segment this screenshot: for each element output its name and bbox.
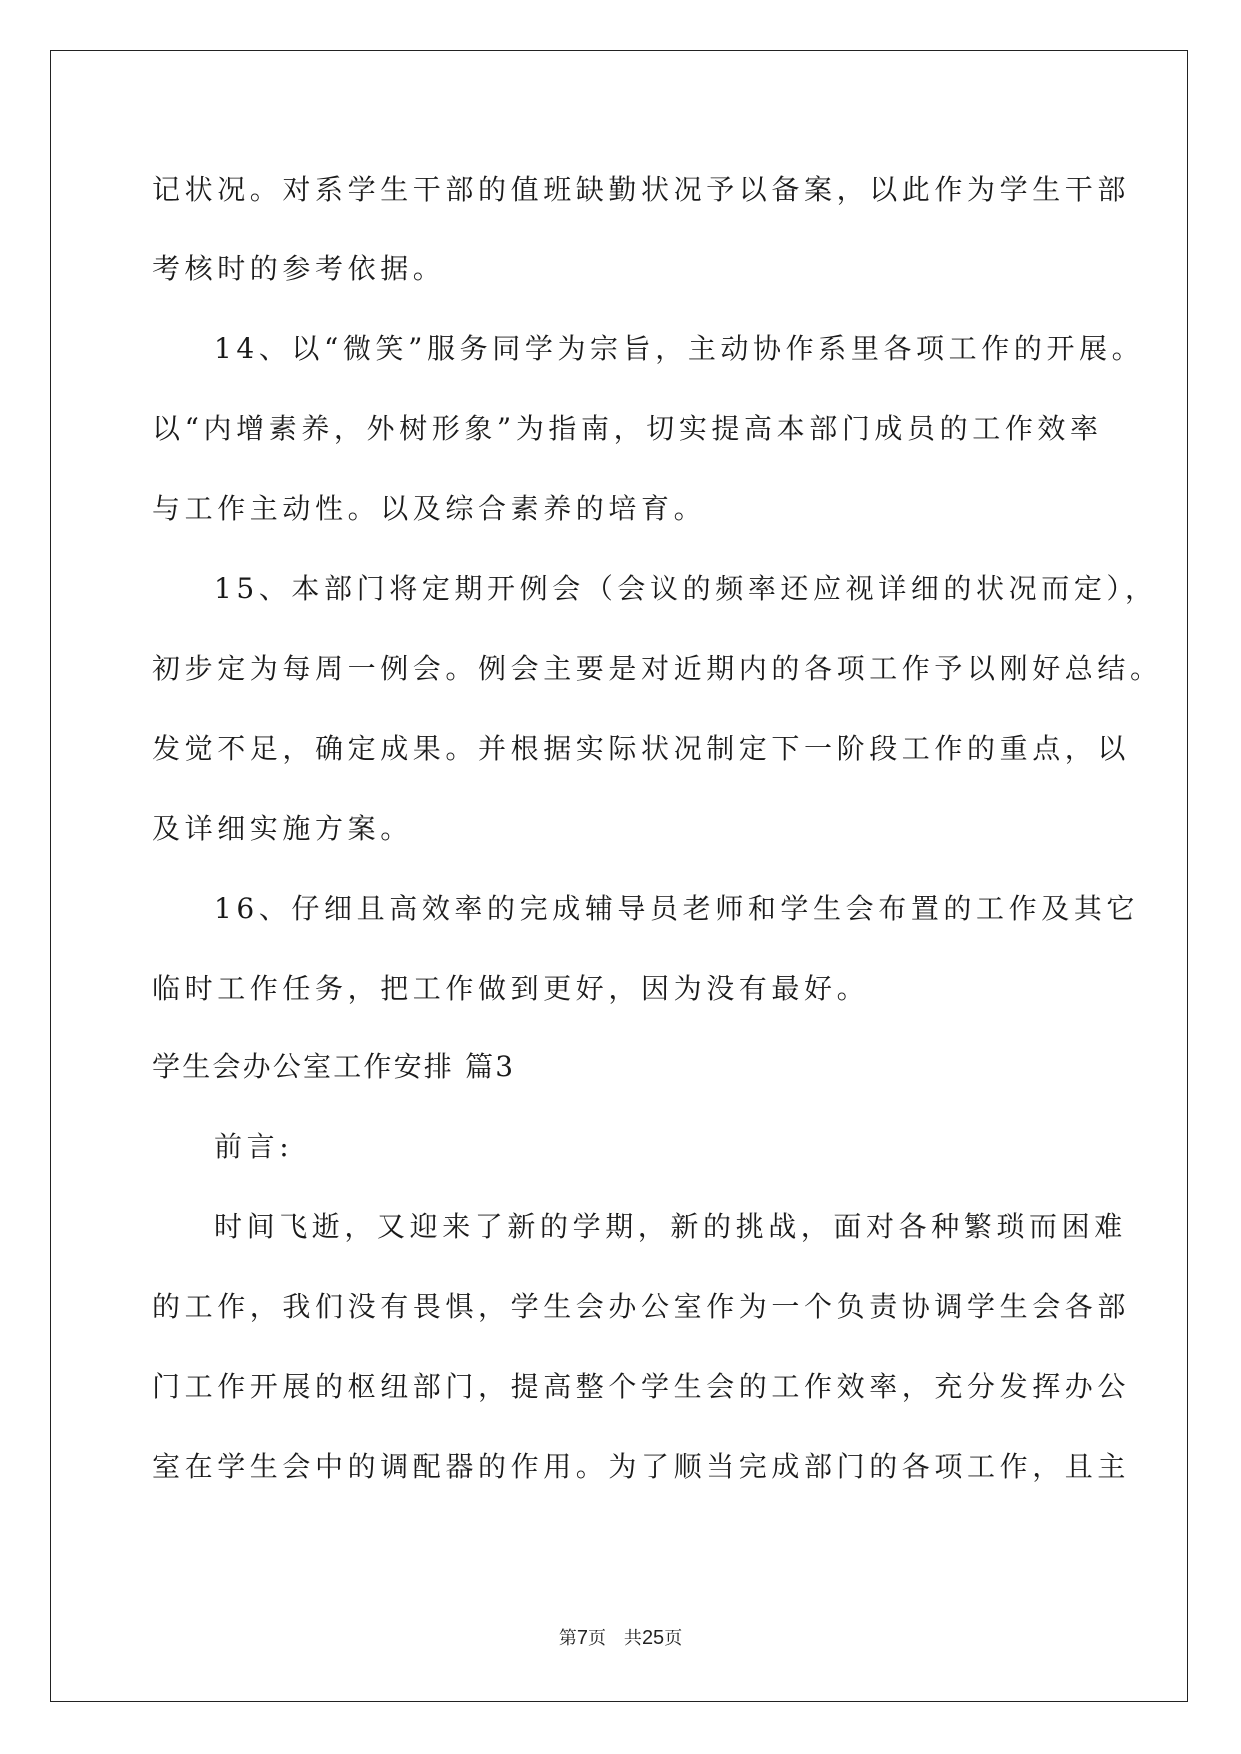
footer-prefix: 第 [558, 1628, 577, 1649]
text-line: 以“内增素养，外树形象”为指南，切实提高本部门成员的工作效率 [152, 412, 1103, 445]
total-page-count: 25 [641, 1627, 665, 1649]
footer-mid: 页 共 [587, 1628, 642, 1649]
text-line: 及详细实施方案。 [152, 812, 413, 845]
text-line: 发觉不足，确定成果。并根据实际状况制定下一阶段工作的重点，以 [152, 732, 1131, 765]
text-line: 初步定为每周一例会。例会主要是对近期内的各项工作予以刚好总结。 [152, 652, 1163, 685]
preface-label: 前言: [214, 1130, 294, 1163]
page-footer [0, 1624, 1241, 1650]
section-heading: 学生会办公室工作安排 篇3 [152, 1050, 516, 1083]
paragraph-15-start: 15、本部门将定期开例会（会议的频率还应视详细的状况而定）， [214, 572, 1158, 605]
text-line: 记状况。对系学生干部的值班缺勤状况予以备案，以此作为学生干部 [152, 173, 1131, 206]
text-line: 考核时的参考依据。 [152, 252, 446, 285]
text-line: 与工作主动性。以及综合素养的培育。 [152, 492, 707, 525]
footer-suffix: 页 [664, 1628, 683, 1649]
paragraph-16-start: 16、仔细且高效率的完成辅导员老师和学生会布置的工作及其它 [214, 892, 1140, 925]
text-line: 临时工作任务，把工作做到更好，因为没有最好。 [152, 972, 870, 1005]
current-page-number: 7 [576, 1627, 588, 1649]
text-line: 时间飞逝，又迎来了新的学期，新的挑战，面对各种繁琐而困难 [214, 1210, 1127, 1243]
text-line: 的工作，我们没有畏惧，学生会办公室作为一个负责协调学生会各部 [152, 1290, 1131, 1323]
text-line: 室在学生会中的调配器的作用。为了顺当完成部门的各项工作，且主 [152, 1450, 1131, 1483]
text-line: 门工作开展的枢纽部门，提高整个学生会的工作效率，充分发挥办公 [152, 1370, 1131, 1403]
paragraph-14-start: 14、以“微笑”服务同学为宗旨，主动协作系里各项工作的开展。 [214, 332, 1145, 365]
